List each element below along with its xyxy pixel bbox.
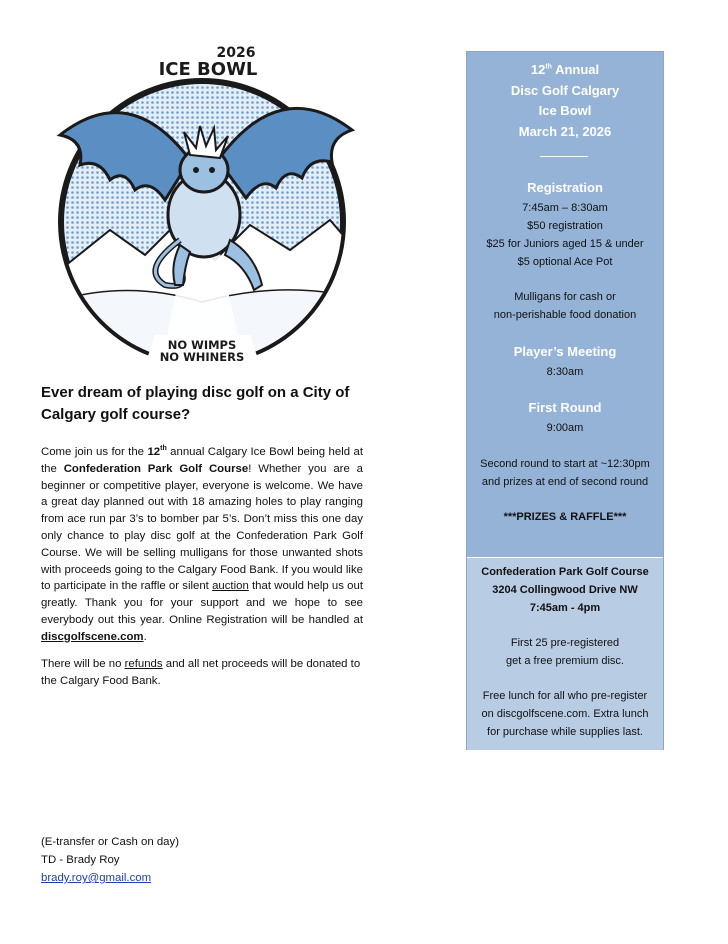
logo-motto-line1: NO WIMPS bbox=[167, 338, 237, 352]
first-round-heading: First Round bbox=[528, 400, 602, 415]
registration-link[interactable]: discgolfscene.com bbox=[41, 630, 144, 643]
auction-text: auction bbox=[212, 580, 249, 593]
contact-block bbox=[41, 833, 179, 887]
course-name: Confederation Park Golf Course bbox=[63, 462, 249, 475]
players-meeting-heading: Player’s Meeting bbox=[513, 344, 617, 359]
logo-motto-line2: NO WHINERS bbox=[159, 350, 245, 364]
logo-title: ICE BOWL bbox=[158, 59, 258, 80]
free-disc-note: First 25 pre-registered get a free premium disc. bbox=[506, 637, 624, 667]
players-meeting-time: 8:30am bbox=[546, 366, 584, 378]
td-name: TD - Brady Roy bbox=[41, 854, 120, 866]
schedule-panel bbox=[467, 52, 663, 557]
first-round-time: 9:00am bbox=[546, 422, 584, 434]
refunds-text: refunds bbox=[124, 658, 163, 670]
refund-paragraph: There will be no refunds and all net proceeds will be donated to the Calgary Food Bank. bbox=[41, 658, 361, 687]
prizes-raffle: ***PRIZES & RAFFLE*** bbox=[503, 511, 627, 523]
venue-details: Confederation Park Golf Course 3204 Collingwood Drive NW 7:45am - 4pm bbox=[481, 566, 649, 614]
dragon-emblem-icon bbox=[40, 40, 365, 365]
title-divider bbox=[540, 156, 588, 157]
registration-details: 7:45am – 8:30am $50 registration $25 for Juniors aged 15 & under $5 optional Ace Pot bbox=[486, 202, 644, 268]
payment-note: (E-transfer or Cash on day) bbox=[41, 836, 180, 848]
sidebar-title: 12th Annual Disc Golf Calgary Ice Bowl March 21, 2026 bbox=[510, 62, 620, 139]
registration-heading: Registration bbox=[527, 180, 603, 195]
free-lunch-note: Free lunch for all who pre-register on discgolfscene.com. Extra lunch for purchase while supplies last. bbox=[481, 690, 649, 738]
venue-panel bbox=[467, 557, 663, 750]
logo-year: 2026 bbox=[216, 45, 256, 61]
event-sidebar bbox=[466, 51, 664, 750]
email-link[interactable]: brady.roy@gmail.com bbox=[41, 872, 152, 884]
intro-paragraph: Come join us for the 12th annual Calgary Ice Bowl being held at the Confederation Park Golf Course! Whether you are a beginner or competitive player, everyone is welcome. We have a great day planned out with 18 amazing holes to play ranging from ace run par 3’s to bomber par 5’s. Don’t miss this one day only chance to play disc golf at the Confederation Park Golf Course. We will be selling mulligans for those unwanted shots with proceeds going to the Calgary Food Bank. If you would like to participate in the raffle or silent auction that would help us out greatly. Thank you for your support and we hope to see everybody out this year. Online Registration will be handled at discgolfscene.com. bbox=[41, 445, 364, 643]
second-round-note: Second round to start at ~12:30pm and prizes at end of second round bbox=[480, 458, 650, 488]
mulligans-note: Mulligans for cash or non-perishable food donation bbox=[493, 291, 637, 321]
headline: Ever dream of playing disc golf on a City of Calgary golf course? bbox=[41, 384, 350, 423]
ice-bowl-logo bbox=[40, 40, 365, 365]
